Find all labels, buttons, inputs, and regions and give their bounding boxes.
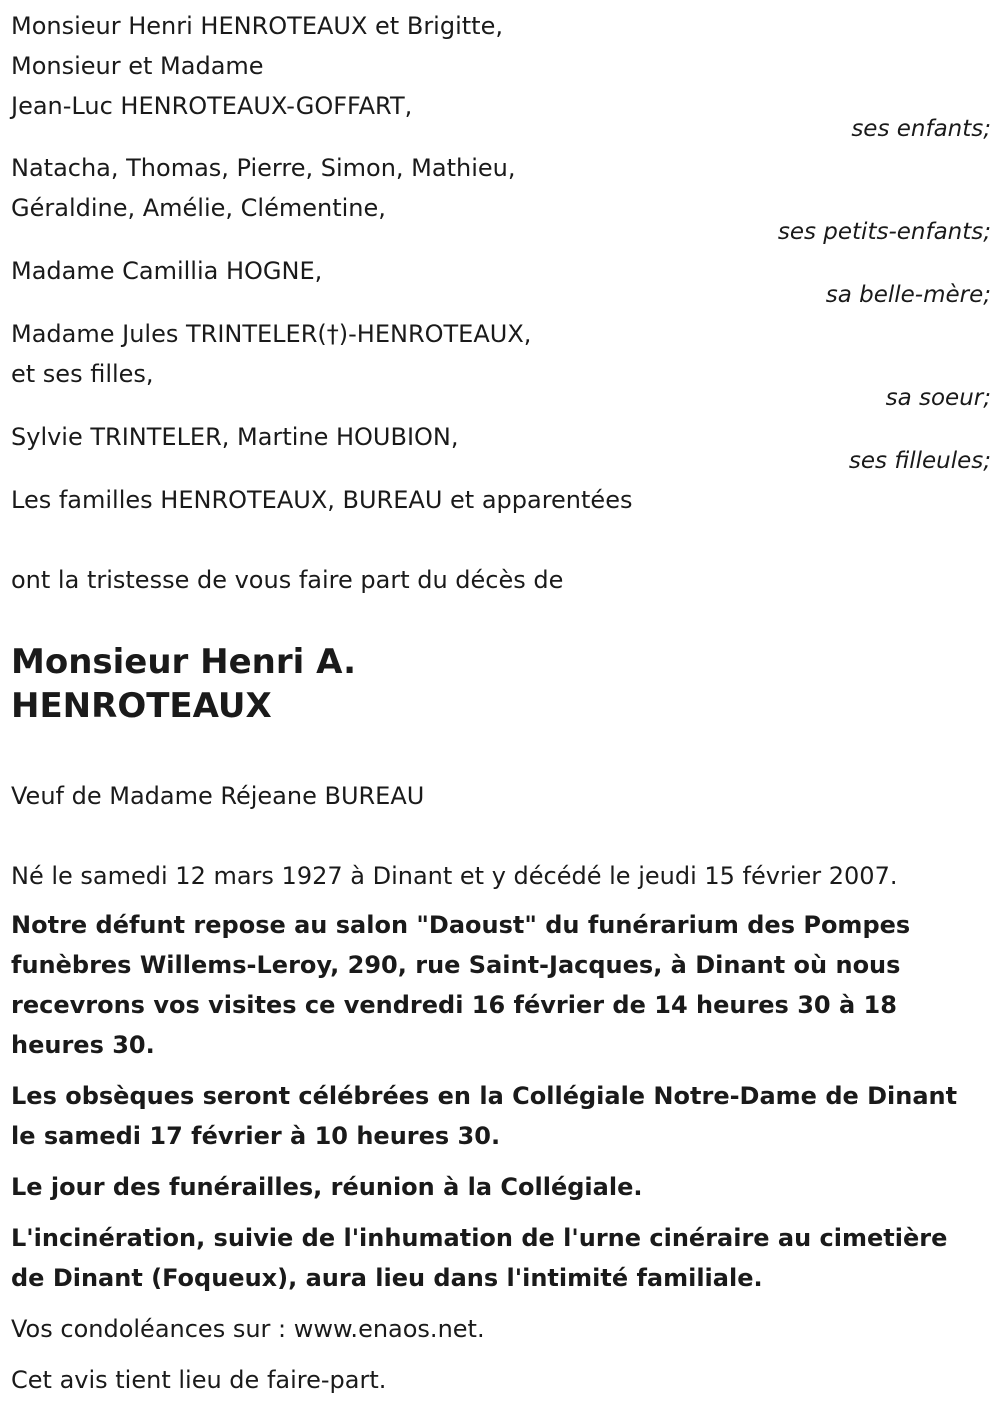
family-children bbox=[11, 6, 991, 126]
relation-goddaughters: ses filleules; bbox=[848, 448, 991, 474]
relation-sister: sa soeur; bbox=[885, 385, 991, 411]
notice-line: Cet avis tient lieu de faire-part. bbox=[11, 1366, 387, 1394]
deceased-name-line-2: HENROTEAUX bbox=[11, 686, 272, 726]
mother-in-law-line-1: Madame Camillia HOGNE, bbox=[11, 257, 323, 285]
families-line: Les familles HENROTEAUX, BUREAU et apparentées bbox=[11, 486, 633, 514]
condolences-line: Vos condoléances sur : www.enaos.net. bbox=[11, 1315, 485, 1343]
funeral-paragraph: Les obsèques seront célébrées en la Collégiale Notre-Dame de Dinant le samedi 17 février à 10 heures 30. bbox=[11, 1082, 958, 1150]
family-grandchildren bbox=[11, 148, 991, 228]
deceased-name bbox=[11, 640, 356, 728]
grandchildren-line-1: Natacha, Thomas, Pierre, Simon, Mathieu, bbox=[11, 154, 516, 182]
announcement: ont la tristesse de vous faire part du décès de bbox=[11, 566, 564, 594]
cremation-paragraph: L'incinération, suivie de l'inhumation de l'urne cinéraire au cimetière de Dinant (Foqueux), aura lieu dans l'intimité familiale. bbox=[11, 1224, 948, 1292]
children-line-2: Monsieur et Madame bbox=[11, 52, 264, 80]
sister-line-2: et ses filles, bbox=[11, 360, 154, 388]
meeting-paragraph: Le jour des funérailles, réunion à la Collégiale. bbox=[11, 1173, 643, 1201]
sister-line-1: Madame Jules TRINTELER(†)-HENROTEAUX, bbox=[11, 320, 532, 348]
children-line-1: Monsieur Henri HENROTEAUX et Brigitte, bbox=[11, 12, 503, 40]
birth-death-line: Né le samedi 12 mars 1927 à Dinant et y décédé le jeudi 15 février 2007. bbox=[11, 862, 898, 890]
relation-mother-in-law: sa belle-mère; bbox=[825, 282, 991, 308]
goddaughters-line-1: Sylvie TRINTELER, Martine HOUBION, bbox=[11, 423, 459, 451]
arrangements bbox=[11, 905, 986, 1400]
relation-grandchildren: ses petits-enfants; bbox=[777, 219, 991, 245]
grandchildren-line-2: Géraldine, Amélie, Clémentine, bbox=[11, 194, 386, 222]
relation-children: ses enfants; bbox=[851, 116, 991, 142]
viewing-paragraph: Notre défunt repose au salon "Daoust" du funérarium des Pompes funèbres Willems-Leroy, 290, rue Saint-Jacques, à Dinant où nous recevrons vos visites ce vendredi 16 février de 14 heures 30 à 18 heures 30. bbox=[11, 911, 911, 1059]
children-line-3: Jean-Luc HENROTEAUX-GOFFART, bbox=[11, 92, 413, 120]
widower-line: Veuf de Madame Réjeane BUREAU bbox=[11, 782, 425, 810]
deceased-name-line-1: Monsieur Henri A. bbox=[11, 642, 356, 682]
family-sister bbox=[11, 314, 991, 394]
